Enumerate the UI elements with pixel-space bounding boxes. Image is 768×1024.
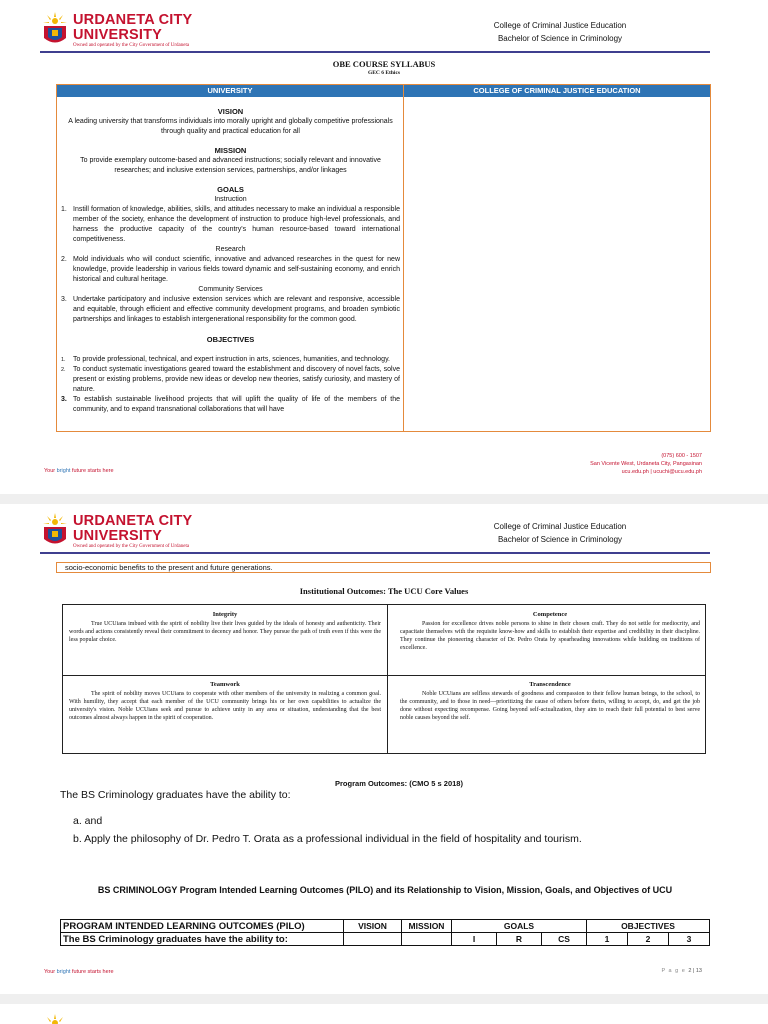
tagline: Your bright future starts here xyxy=(44,969,114,975)
university-subtitle: Owned and operated by the City Government of Urdaneta xyxy=(73,43,190,48)
college-block xyxy=(460,520,660,546)
cell-objective-1: 1 xyxy=(587,933,628,946)
university-name-line1: URDANETA CITY xyxy=(73,12,193,28)
page-label: P a g e xyxy=(661,968,686,974)
value-teamwork xyxy=(69,681,381,722)
value-transcendence-text: Noble UCUians are selfless stewards of goodness and compassion to their fellow human beings, to the school, to the community, and to those in need—prioritizing the cause of others before theirs, willing to accept, do, and get the job done without expecting recompense. Going beyond self-actualization, they aim to reach their full potential to best serve noble causes beyond the self. xyxy=(400,691,700,721)
value-transcendence xyxy=(400,681,700,722)
cell-vision xyxy=(344,933,402,946)
core-values-vertical-divider xyxy=(387,605,388,753)
program-outcomes-intro: The BS Criminology graduates have the ability to: xyxy=(60,789,291,801)
header-goals: GOALS xyxy=(452,920,587,933)
value-integrity-text: True UCUians imbued with the spirit of nobility live their lives guided by the ideals of honesty and authenticity. Their words and actions consistently reveal their commitment to decency and honor. They pursue the path of truth even if this were the less popular choice. xyxy=(69,621,381,643)
syllabus-subtitle: GEC 6 Ethics xyxy=(367,70,401,76)
core-values-table xyxy=(62,604,706,754)
cell-objective-2: 2 xyxy=(628,933,669,946)
objectives-heading: OBJECTIVES xyxy=(206,335,255,344)
objective-item-1: 1. To provide professional, technical, and expert instruction in arts, sciences, humanities, and technology. xyxy=(61,356,390,363)
column-header-college: COLLEGE OF CRIMINAL JUSTICE EDUCATION xyxy=(404,85,710,97)
value-transcendence-title: Transcendence xyxy=(529,681,571,688)
header-rule xyxy=(40,51,710,53)
value-teamwork-text: The spirit of nobility moves UCUians to cooperate with other members of the university in realizing a common goal. With humility, they accept that each member of the UCU community brings his or her own capabilities to actualize the university's vision. Noble UCUians seek and pursue to achieve unity in any area or situation, understanding that the best outcomes almost always happen in the spirit of cooperation. xyxy=(69,691,381,721)
program-name: Bachelor of Science in Criminology xyxy=(497,535,623,544)
value-integrity-title: Integrity xyxy=(212,611,238,618)
goal-community-heading: Community Services xyxy=(198,286,263,293)
header-rule xyxy=(40,552,710,554)
goals-heading: GOALS xyxy=(217,185,244,194)
value-competence-title: Competence xyxy=(532,611,568,618)
page1-header xyxy=(40,12,730,52)
program-name: Bachelor of Science in Criminology xyxy=(497,34,623,43)
cell-goal-i: I xyxy=(452,933,497,946)
goal-item-3: 3. Undertake participatory and inclusive extension services which are relevant and responsive, accessible and equitable, through efficient and effective community development programs, and broaden symbiotic partnerships and linkages to establish intergenerational responsibility for the common good. xyxy=(61,296,400,323)
mission-text: To provide exemplary outcome-based and advanced instructions; socially relevant and innovative researches; and inclusive extension services, partnerships, and/or linkages xyxy=(80,157,381,174)
cell-mission xyxy=(402,933,452,946)
row-pilo-label: The BS Criminology graduates have the ability to: xyxy=(61,933,344,946)
university-logo xyxy=(40,12,70,48)
cell-objective-3: 3 xyxy=(669,933,710,946)
continued-objective: socio-economic benefits to the present and future generations. xyxy=(56,562,711,573)
mission-heading: MISSION xyxy=(214,146,247,155)
university-name-line1: URDANETA CITY xyxy=(73,513,193,529)
table-row xyxy=(61,933,710,946)
contact-phone: (075) 600 - 1507 xyxy=(661,453,702,459)
table-row xyxy=(61,920,710,933)
contact-info xyxy=(590,452,702,476)
value-competence-text: Passion for excellence drives noble persons to shine in their chosen craft. They do not settle for mediocrity, and capacitate themselves with the requisite know-how and skills to establish their expertise and credibility in their discipline. They continue the pioneering character of Dr. Pedro Orata by spearheading innovations while building on traditions of excellence. xyxy=(400,621,700,651)
header-objectives: OBJECTIVES xyxy=(587,920,710,933)
program-outcomes-title: Program Outcomes: (CMO 5 s 2018) xyxy=(335,779,463,788)
cell-goal-cs: CS xyxy=(542,933,587,946)
program-outcome-a: a. and xyxy=(73,815,103,827)
college-name: College of Criminal Justice Education xyxy=(493,21,627,30)
value-teamwork-title: Teamwork xyxy=(210,681,240,688)
vision-mission-table xyxy=(56,84,711,432)
syllabus-title: OBE COURSE SYLLABUS xyxy=(332,59,436,69)
university-name-line2: UNIVERSITY xyxy=(73,528,163,544)
objective-item-2: 2. To conduct systematic investigations geared toward the establishment and discovery of novel facts, solve present or existing problems, provide new ideas or develop new theories, satisfy curiosity, and mastery of nature. xyxy=(61,366,400,393)
page-number xyxy=(661,968,702,974)
goal-item-2: 2. Mold individuals who will conduct scientific, innovative and advanced researches in the quest for new knowledge, provide leadership in various fields toward dynamic and self-sustaining economy, and enrich historical and cultural heritage. xyxy=(61,256,400,283)
university-logo xyxy=(40,1014,70,1024)
college-name: College of Criminal Justice Education xyxy=(493,522,627,531)
vision-text: A leading university that transforms individuals into morally upright and globally competitive professionals through quality and practical education for all xyxy=(68,118,393,135)
header-mission: MISSION xyxy=(402,920,452,933)
column-divider xyxy=(403,85,404,431)
column-header-university: UNIVERSITY xyxy=(57,85,403,97)
page2-header xyxy=(40,513,730,553)
header-pilo: PROGRAM INTENDED LEARNING OUTCOMES (PILO) xyxy=(61,920,344,933)
cell-goal-r: R xyxy=(497,933,542,946)
university-column xyxy=(61,98,400,415)
page-separator xyxy=(0,494,768,504)
value-integrity xyxy=(69,611,381,644)
program-outcome-b: b. Apply the philosophy of Dr. Pedro T. Orata as a professional individual in the field of hospitality and tourism. xyxy=(73,833,582,845)
pilo-title: BS CRIMINOLOGY Program Intended Learning Outcomes (PILO) and its Relationship to Vision, Mission, Goals, and Objectives of UCU xyxy=(97,885,673,895)
university-name-line2: UNIVERSITY xyxy=(73,27,163,43)
vision-heading: VISION xyxy=(217,107,244,116)
value-competence xyxy=(400,611,700,652)
contact-address: San Vicente West, Urdaneta City, Pangasinan xyxy=(590,461,702,467)
contact-web: ucu.edu.ph | ucuchi@ucu.edu.ph xyxy=(621,469,702,475)
goal-item-1: 1. Instill formation of knowledge, abilities, skills, and attitudes necessary to make an individual a responsible member of the society, enhance the development of instruction to produce high-level professionals, and harness the productive capacity of the country's human resource-based toward international competitiveness. xyxy=(61,206,400,243)
objective-item-3: 3. To establish sustainable livelihood projects that will uplift the quality of life of the members of the community, and to expand transnational collaborations that will have xyxy=(61,396,400,413)
header-vision: VISION xyxy=(344,920,402,933)
page-separator xyxy=(0,994,768,1004)
college-block xyxy=(460,19,660,45)
core-values-horizontal-divider xyxy=(63,675,705,676)
institutional-outcomes-title: Institutional Outcomes: The UCU Core Values xyxy=(299,586,469,596)
goal-research-heading: Research xyxy=(215,246,246,253)
pilo-table xyxy=(60,919,710,946)
university-subtitle: Owned and operated by the City Government of Urdaneta xyxy=(73,544,190,549)
goal-instruction-heading: Instruction xyxy=(214,196,247,203)
page-number-value: 2 | 13 xyxy=(688,968,702,974)
university-logo xyxy=(40,513,70,549)
tagline: Your bright future starts here xyxy=(44,468,114,474)
